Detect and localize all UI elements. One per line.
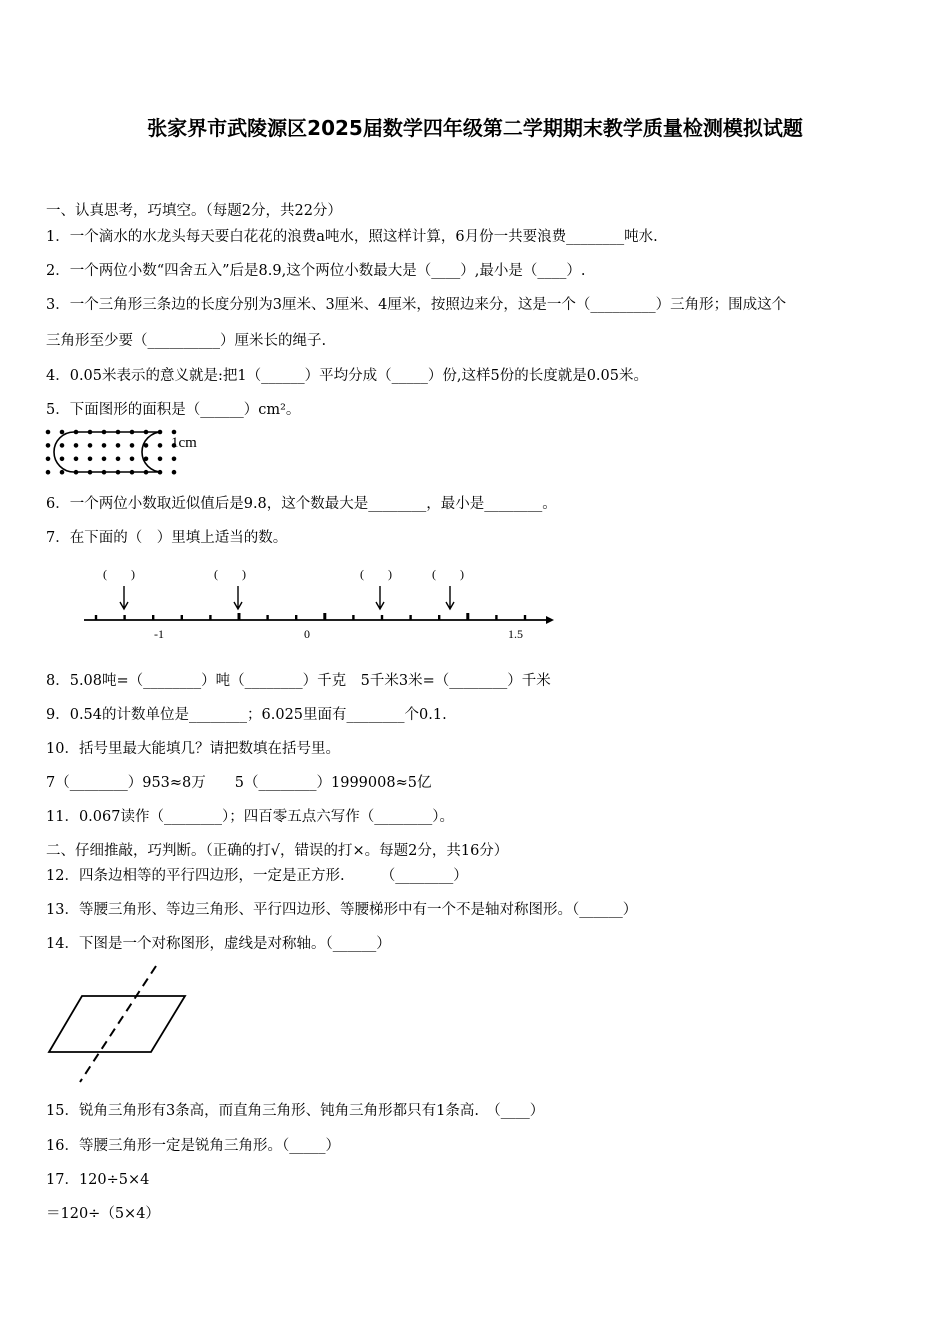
grid-dot	[60, 457, 65, 462]
grid-dot	[60, 470, 65, 475]
grid-dot	[74, 457, 79, 462]
question-11: 11．0.067读作（________）；四百零五点六写作（________）。	[46, 809, 454, 825]
grid-dot	[158, 443, 163, 448]
paren-4: ( )	[432, 567, 464, 581]
grid-dot	[130, 457, 135, 462]
grid-dot	[60, 430, 65, 435]
section-2-heading: 二、仔细推敲，巧判断。（正确的打√，错误的打×。每题2分，共16分）	[46, 843, 509, 859]
grid-dot	[172, 430, 177, 435]
grid-dot	[102, 443, 107, 448]
grid-dot	[130, 443, 135, 448]
question-2: 2．一个两位小数“四舍五入”后是8.9,这个两位小数最大是（____）,最小是（____）.	[46, 263, 586, 279]
tick-label-0: 0	[304, 627, 310, 641]
grid-dot	[116, 443, 121, 448]
question-8: 8．5.08吨=（________）吨（________）千克 5千米3米=（________）千米	[46, 673, 551, 689]
number-line-figure	[76, 562, 576, 652]
question-16: 16．等腰三角形一定是锐角三角形。（_____）	[46, 1138, 340, 1154]
grid-dot	[60, 443, 65, 448]
grid-dot	[46, 470, 51, 475]
grid-dot	[116, 457, 121, 462]
question-17: 17．120÷5×4	[46, 1172, 150, 1188]
grid-dot	[88, 443, 93, 448]
grid-dot	[172, 457, 177, 462]
grid-dot	[46, 430, 51, 435]
grid-dot	[158, 457, 163, 462]
grid-dot	[88, 457, 93, 462]
grid-dot	[46, 457, 51, 462]
grid-dot	[74, 443, 79, 448]
question-10-items: 7（________）953≈8万 5（________）1999008≈5亿	[46, 775, 432, 791]
down-arrows	[120, 586, 454, 609]
question-4: 4．0.05米表示的意义就是:把1（______）平均分成（_____）份,这样5份的长度就是0.05米。	[46, 368, 648, 384]
question-3-cont: 三角形至少要（__________）厘米长的绳子.	[46, 333, 327, 349]
question-1: 1．一个滴水的水龙头每天要白花花的浪费a吨水，照这样计算，6月份一共要浪费________吨水.	[46, 229, 658, 245]
question-7: 7．在下面的（ ）里填上适当的数。	[46, 530, 288, 546]
question-9: 9．0.54的计数单位是________；6.025里面有________个0.1.	[46, 707, 447, 723]
parallelogram-figure	[44, 962, 194, 1086]
dot-grid-figure	[44, 428, 234, 484]
question-12: 12．四条边相等的平行四边形，一定是正方形. （________）	[46, 868, 468, 884]
question-13: 13．等腰三角形、等边三角形、平行四边形、等腰梯形中有一个不是轴对称图形。（______）	[46, 902, 638, 918]
question-6: 6．一个两位小数取近似值后是9.8，这个数最大是________，最小是________。	[46, 496, 557, 512]
grid-dot	[46, 443, 51, 448]
question-17-step: ＝120÷（5×4）	[46, 1206, 160, 1222]
paren-1: ( )	[103, 567, 135, 581]
grid-dot	[172, 470, 177, 475]
grid-dot	[102, 457, 107, 462]
paren-3: ( )	[360, 567, 392, 581]
tick-label-neg1: -1	[154, 627, 164, 641]
question-14: 14．下图是一个对称图形，虚线是对称轴。（______）	[46, 936, 391, 952]
page-title: 张家界市武陵源区2025届数学四年级第二学期期末教学质量检测模拟试题	[147, 116, 803, 140]
question-10: 10．括号里最大能填几？请把数填在括号里。	[46, 741, 340, 757]
section-1-heading: 一、认真思考，巧填空。（每题2分，共22分）	[46, 203, 342, 219]
paren-2: ( )	[214, 567, 246, 581]
question-3: 3．一个三角形三条边的长度分别为3厘米、3厘米、4厘米，按照边来分，这是一个（_________）三角形；围成这个	[46, 297, 787, 313]
question-15: 15．锐角三角形有3条高，而直角三角形、钝角三角形都只有1条高. （____）	[46, 1103, 545, 1119]
tick-label-1-5: 1.5	[508, 627, 523, 641]
unit-label: 1cm	[171, 435, 197, 451]
question-5: 5．下面图形的面积是（______）cm²。	[46, 402, 301, 418]
